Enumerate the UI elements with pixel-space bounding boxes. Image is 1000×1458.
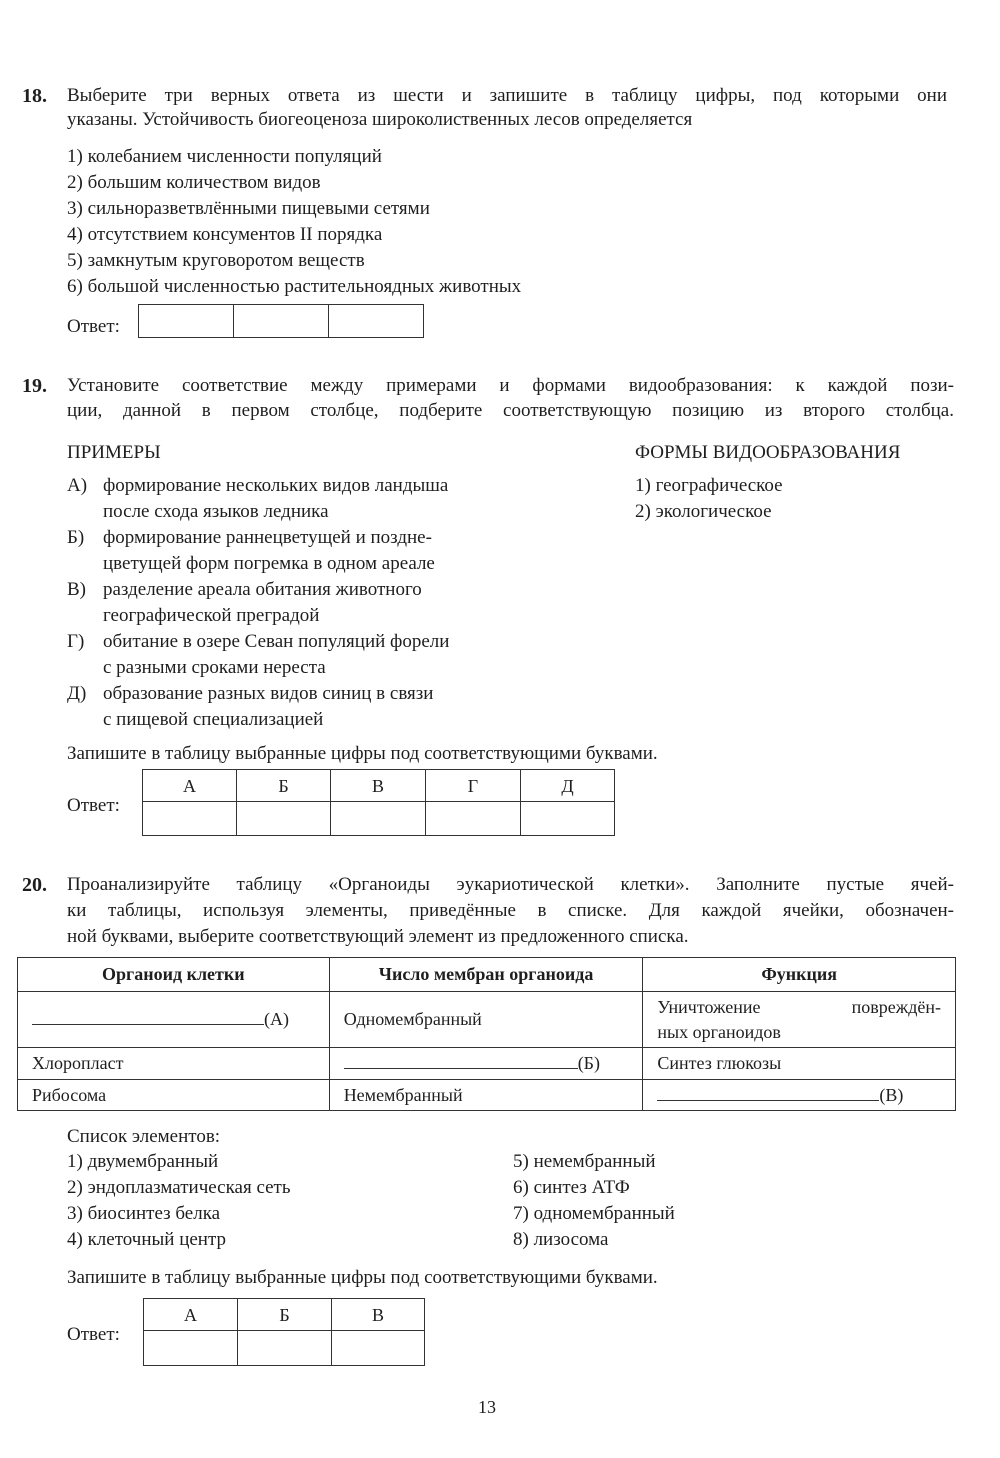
function-text: ных органоидов: [657, 1021, 781, 1042]
example-text: после схода языков ледника: [103, 501, 329, 522]
answer-cell[interactable]: [237, 802, 331, 836]
table-cell: Одномембранный: [329, 992, 643, 1048]
answer-cell[interactable]: [139, 305, 234, 338]
answer-cell[interactable]: [238, 1331, 332, 1366]
example-letter: Д): [67, 683, 87, 704]
form-item: 2) экологическое: [635, 501, 772, 522]
question-prompt: ной буквами, выберите соответствующий элемент из предложенного списка.: [67, 926, 689, 947]
function-text: Уничтожение повреждён-: [657, 996, 941, 1017]
example-text: разделение ареала обитания животного: [103, 579, 422, 600]
question-prompt: ции, данной в первом столбце, подберите соответствующую позицию из второго столбца.: [67, 400, 954, 421]
option-item: 1) колебанием численности популяций: [67, 146, 382, 167]
list-title: Список элементов:: [67, 1126, 221, 1147]
question-prompt: Выберите три верных ответа из шести и запишите в таблицу цифры, под которыми они: [67, 85, 947, 106]
examples-header: ПРИМЕРЫ: [67, 442, 161, 463]
example-text: обитание в озере Севан популяций форели: [103, 631, 450, 652]
answer-cell[interactable]: [329, 305, 424, 338]
answer-cell[interactable]: [332, 1331, 425, 1366]
answer-grid: [138, 304, 424, 338]
answer-cell[interactable]: [331, 802, 426, 836]
table-header: Функция: [643, 958, 956, 992]
forms-header: ФОРМЫ ВИДООБРАЗОВАНИЯ: [635, 442, 901, 463]
answer-cell[interactable]: [143, 802, 237, 836]
answer-letter: Д: [521, 770, 615, 802]
table-cell: Хлоропласт: [18, 1048, 330, 1080]
blank-tag: (А): [264, 1009, 289, 1029]
answer-grid: [143, 1298, 425, 1366]
question-prompt: Установите соответствие между примерами и формами видообразования: к каждой пози-: [67, 375, 954, 396]
example-text: формирование нескольких видов ландыша: [103, 475, 449, 496]
example-letter: В): [67, 579, 86, 600]
list-item: 5) немембранный: [513, 1151, 656, 1172]
answer-label: Ответ:: [67, 795, 120, 816]
answer-letter: Б: [238, 1299, 332, 1331]
table-cell-blank[interactable]: [329, 1048, 643, 1080]
table-cell-blank[interactable]: [643, 1080, 956, 1111]
table-cell: [643, 992, 956, 1048]
option-item: 2) большим количеством видов: [67, 172, 321, 193]
answer-letter: В: [331, 770, 426, 802]
option-item: 6) большой численностью растительноядных животных: [67, 276, 522, 297]
example-text: образование разных видов синиц в связи: [103, 683, 434, 704]
answer-grid: [142, 769, 615, 836]
answer-cell[interactable]: [234, 305, 329, 338]
fill-blank-line[interactable]: [32, 1007, 264, 1025]
example-letter: Г): [67, 631, 85, 652]
fill-blank-line[interactable]: [657, 1083, 879, 1101]
example-text: цветущей форм погремка в одном ареале: [103, 553, 435, 574]
question-prompt: указаны. Устойчивость биогеоценоза широколиственных лесов определяется: [67, 109, 693, 130]
example-letter: А): [67, 475, 88, 496]
answer-letter: В: [332, 1299, 425, 1331]
list-item: 1) двумембранный: [67, 1151, 219, 1172]
list-item: 8) лизосома: [513, 1229, 609, 1250]
table-cell-blank[interactable]: [18, 992, 330, 1048]
example-letter: Б): [67, 527, 85, 548]
organoids-table: [17, 957, 956, 1111]
table-header: Органоид клетки: [18, 958, 330, 992]
table-cell: Рибосома: [18, 1080, 330, 1111]
answer-letter: А: [143, 770, 237, 802]
table-cell: Синтез глюкозы: [643, 1048, 956, 1080]
instruction: Запишите в таблицу выбранные цифры под соответствующими буквами.: [67, 743, 658, 764]
list-item: 2) эндоплазматическая сеть: [67, 1177, 291, 1198]
instruction: Запишите в таблицу выбранные цифры под соответствующими буквами.: [67, 1267, 658, 1288]
list-item: 4) клеточный центр: [67, 1229, 226, 1250]
list-item: 6) синтез АТФ: [513, 1177, 630, 1198]
answer-cell[interactable]: [144, 1331, 238, 1366]
example-text: географической преградой: [103, 605, 320, 626]
table-cell: Немембранный: [329, 1080, 643, 1111]
table-header: Число мембран органоида: [329, 958, 643, 992]
option-item: 5) замкнутым круговоротом веществ: [67, 250, 365, 271]
option-item: 4) отсутствием консументов II порядка: [67, 224, 383, 245]
fill-blank-line[interactable]: [344, 1051, 578, 1069]
question-number: 18.: [22, 85, 47, 107]
question-prompt: Проанализируйте таблицу «Органоиды эукариотической клетки». Заполните пустые ячей-: [67, 874, 954, 895]
blank-tag: (В): [879, 1084, 904, 1105]
question-number: 20.: [22, 874, 47, 896]
blank-tag: (Б): [577, 1053, 601, 1073]
example-text: формирование раннецветущей и поздне-: [103, 527, 432, 548]
question-number: 19.: [22, 375, 47, 397]
page-number: 13: [478, 1397, 496, 1417]
form-item: 1) географическое: [635, 475, 783, 496]
question-prompt: ки таблицы, используя элементы, приведённые в списке. Для каждой ячейки, обозначен-: [67, 900, 954, 921]
answer-cell[interactable]: [426, 802, 521, 836]
list-item: 7) одномембранный: [513, 1203, 675, 1224]
answer-cell[interactable]: [521, 802, 615, 836]
answer-label: Ответ:: [67, 1324, 120, 1345]
answer-letter: А: [144, 1299, 238, 1331]
list-item: 3) биосинтез белка: [67, 1203, 221, 1224]
example-text: с пищевой специализацией: [103, 709, 324, 730]
example-text: с разными сроками нереста: [103, 657, 326, 678]
option-item: 3) сильноразветвлёнными пищевыми сетями: [67, 198, 430, 219]
answer-label: Ответ:: [67, 316, 120, 337]
answer-letter: Б: [237, 770, 331, 802]
answer-letter: Г: [426, 770, 521, 802]
